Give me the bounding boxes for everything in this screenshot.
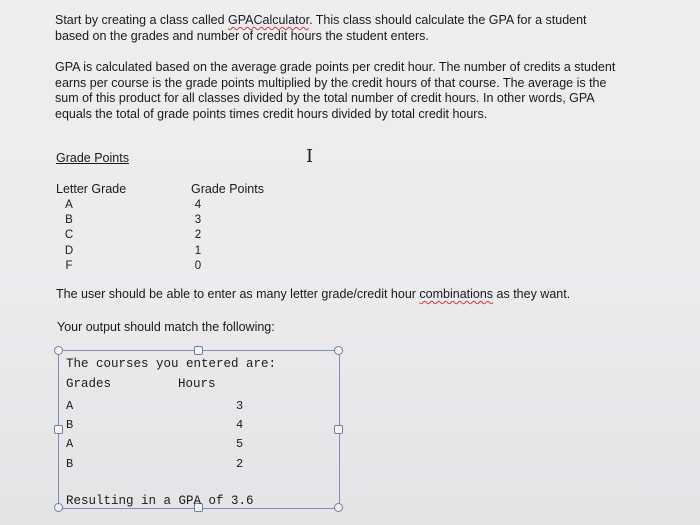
letter-grade-header: Letter Grade: [56, 182, 127, 196]
grade-points-cell: 2: [194, 229, 202, 242]
text-cursor-icon: I: [306, 146, 314, 167]
class-name-text: GPACalculator: [228, 13, 310, 27]
letter-grade-cell: B: [65, 214, 73, 227]
output-hours-header: Hours: [178, 377, 216, 391]
grade-points-heading: Grade Points: [56, 151, 129, 165]
output-grade-cell: A: [66, 437, 74, 452]
output-image-selection[interactable]: [58, 350, 340, 509]
resize-handle-bottom-left[interactable]: [54, 503, 63, 512]
intro-before: Start by creating a class called: [55, 13, 228, 27]
resize-handle-left[interactable]: [54, 425, 63, 434]
output-title: The courses you entered are:: [66, 357, 277, 371]
output-hours-cell: 2: [236, 456, 244, 471]
grade-points-column: [191, 198, 205, 274]
grade-points-header: Grade Points: [191, 182, 264, 196]
output-hours-cell: 4: [236, 418, 244, 433]
output-grade-cell: B: [66, 418, 74, 433]
output-hours-cell: 3: [236, 399, 244, 413]
letter-grade-cell: D: [64, 244, 74, 257]
output-result: Resulting in a GPA of 3.6: [66, 494, 254, 508]
resize-handle-top-left[interactable]: [54, 346, 63, 355]
letter-grade-cell: F: [65, 259, 73, 272]
letter-grade-cell: C: [64, 229, 74, 242]
output-grade-cell: B: [66, 456, 74, 471]
resize-handle-top[interactable]: [194, 346, 203, 355]
intro-paragraph: [55, 13, 615, 44]
output-grade-cell: A: [66, 399, 74, 413]
output-hours-cell: 5: [236, 437, 244, 452]
resize-handle-top-right[interactable]: [334, 346, 343, 355]
letter-grade-column: [58, 198, 80, 274]
gpa-explanation-paragraph: GPA is calculated based on the average grade points per credit hour. The number of credits a student earns per course is the grade points multiplied by the credit hours of that course. The average is the sum of this product for all classes divided by the total number of credit hours. In other words, GPA equals the total of grade points times credit hours divided by total credit hours.: [55, 60, 616, 121]
output-instruction: Your output should match the following:: [57, 320, 275, 334]
grade-points-cell: 4: [194, 199, 202, 211]
letter-grade-cell: A: [65, 199, 73, 211]
user-line-after: as they want.: [493, 287, 571, 301]
grade-points-cell: 0: [194, 259, 202, 272]
combinations-text: combinations: [419, 287, 494, 301]
output-grades-column: [66, 397, 73, 474]
intro-after: . This class should calculate the GPA for a student based on the grades and number of credit hours the student enters.: [55, 13, 587, 43]
output-grades-header: Grades: [66, 377, 112, 391]
user-line-before: The user should be able to enter as many letter grade/credit hour: [56, 287, 420, 301]
output-hours-column: [236, 397, 243, 474]
resize-handle-right[interactable]: [334, 425, 343, 434]
resize-handle-bottom-right[interactable]: [334, 503, 343, 512]
grade-points-cell: 3: [194, 214, 202, 227]
user-input-line: [56, 287, 656, 303]
grade-points-cell: 1: [194, 244, 202, 257]
